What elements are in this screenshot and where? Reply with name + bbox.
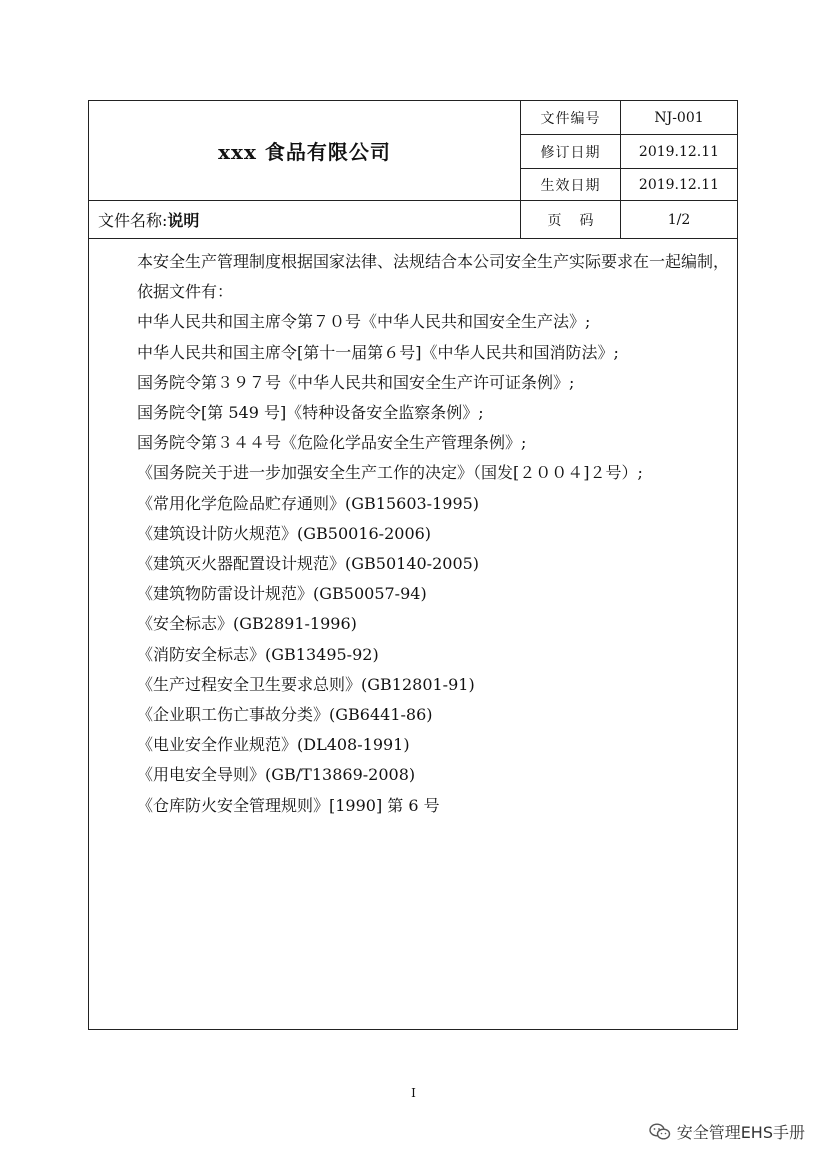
basis-heading: 依据文件有： [137,282,234,302]
filename-value: 说明 [167,211,200,230]
intro-paragraph: 本安全生产管理制度根据国家法律、法规结合本公司安全生产实际要求在一起编制， [137,252,730,271]
doc-number-row [521,101,737,135]
effective-date-value: 2019.12.11 [621,169,737,201]
standard-item: 《用电安全导则》(GB/T13869-2008) [137,765,416,785]
standard-item: 《安全标志》(GB2891-1996) [137,614,357,634]
filename-label: 文件名称: [98,211,168,230]
standard-item: 《电业安全作业规范》(DL408-1991) [137,735,410,755]
effective-date-row [521,169,737,201]
document-frame [88,100,738,1030]
revise-date-row [521,135,737,169]
decision-item: 《国务院关于进一步加强安全生产工作的决定》（国发[２００４]２号）; [137,463,643,483]
law-item: 中华人民共和国主席令[第十一届第６号]《中华人民共和国消防法》; [137,342,619,362]
law-item: 中华人民共和国主席令第７０号《中华人民共和国安全生产法》; [137,312,591,332]
doc-number-value: NJ-001 [621,101,737,135]
effective-date-label: 生效日期 [521,169,621,201]
standard-item: 《仓库防火安全管理规则》[1990] 第 6 号 [137,795,440,815]
standard-item: 《消防安全标志》(GB13495-92) [137,644,379,664]
watermark-text: 安全管理EHS手册 [676,1123,805,1142]
standard-item: 《建筑设计防火规范》(GB50016-2006) [137,523,432,543]
doc-number-label: 文件编号 [521,101,621,135]
standard-item: 《常用化学危险品贮存通则》(GB15603-1995) [137,493,480,513]
page-number: I [411,1086,416,1100]
standard-item: 《建筑灭火器配置设计规范》(GB50140-2005) [137,554,480,574]
standard-item: 《建筑物防雷设计规范》(GB50057-94) [137,584,427,604]
revise-date-label: 修订日期 [521,135,621,169]
law-item: 国务院令第３９７号《中华人民共和国安全生产许可证条例》; [137,372,575,392]
filename-row [89,201,737,239]
document-body [97,247,731,821]
watermark [649,1120,805,1143]
company-name: xxx 食品有限公司 [89,101,521,201]
filename-cell [89,201,521,238]
standard-item: 《企业职工伤亡事故分类》(GB6441-86) [137,705,433,725]
law-item: 国务院令第３４４号《危险化学品安全生产管理条例》; [137,433,527,453]
wechat-icon [649,1123,671,1141]
page-label: 页码 [521,201,621,238]
standard-item: 《生产过程安全卫生要求总则》(GB12801-91) [137,674,475,694]
page-value: 1/2 [667,211,691,228]
revise-date-value: 2019.12.11 [621,135,737,169]
law-item: 国务院令[第 549 号]《特种设备安全监察条例》; [137,403,484,423]
